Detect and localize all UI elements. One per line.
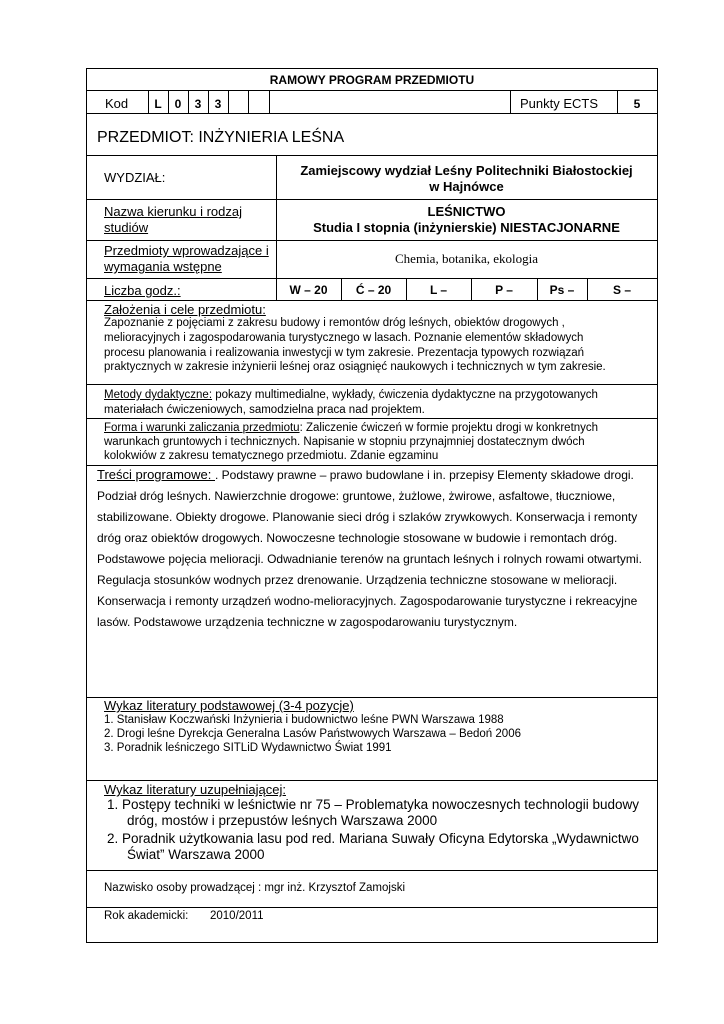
direction-label-line1: Nazwa kierunku i rodzaj [104,204,243,219]
content-line: Podstawowe pojęcia melioracji. Odwadnianie terenów na gruntach leśnych i rolnych rowami otwartymi. [97,552,642,566]
lit-extra-item1-line1: 1. Postępy techniki w leśnictwie nr 75 – Problematyka nowoczesnych technologii budowy [107,797,640,812]
hours-project: P – [495,283,513,297]
document-title: RAMOWY PROGRAM PRZEDMIOTU [269,73,475,87]
rule-lit-basic [87,780,657,781]
rule-hours [87,300,657,301]
assessment-label: Forma i warunki zaliczania przedmiotu [104,422,300,434]
code-label: Kod [105,96,129,111]
assessment-text: : Zaliczenie ćwiczeń w formie projektu drogi w konkretnych [299,422,599,434]
hours-exercises: Ć – 20 [355,283,392,297]
ects-value: 5 [633,97,641,111]
goals-line: praktycznych w zakresie inżynierii leśnej oraz osiągnięć naukowych i technicznych w tym zakresie. [104,361,606,373]
code-char: L [154,97,162,111]
rule-assessment [87,465,657,466]
direction-label-line2: studiów [104,220,149,235]
lit-extra-item1-line2: dróg, mostów i przepustów leśnych Warszawa 2000 [127,813,438,828]
goals-label: Założenia i cele przedmiotu: [104,302,266,317]
hours-ps: Ps – [549,283,575,297]
faculty-name-line1: Zamiejscowy wydział Leśny Politechniki Białostockiej [300,163,633,178]
lit-basic-item: 2. Drogi leśne Dyrekcja Generalna Lasów Państwowych Warszawa – Bedoń 2006 [104,728,521,740]
faculty-name-line2: w Hajnówce [429,179,504,194]
content-line1 [97,467,634,483]
rule-faculty [87,199,657,200]
content-text: . Podstawy prawne – prawo budowlane i in. przepisy Elementy składowe drogi. [215,468,634,482]
assessment-line2: warunkach gruntowych i technicznych. Napisanie w stopniu przynajmniej dostatecznym dwóch [104,436,585,448]
ects-label: Punkty ECTS [520,96,599,111]
rule-goals [87,384,657,385]
content-label: Treści programowe: [97,467,215,482]
assessment-line3: kolokwiów z zakresu tematycznego przedmiotu. Zdanie egzaminu [104,450,439,462]
rule-teacher [87,907,657,908]
hours-lecture: W – 20 [289,283,328,297]
hours-lab: L – [429,283,448,297]
goals-line: Zapoznanie z pojęciami z zakresu budowy i remontów dróg leśnych, obiektów drogowych , [104,317,565,329]
lit-extra-item2-line1: 2. Poradnik użytkowania lasu pod red. Mariana Suwały Oficyna Edytorska „Wydawnictwo [107,831,639,846]
hours-seminar: S – [612,283,631,297]
content-line: Podział dróg leśnych. Nawierzchnie drogowe: gruntowe, żużlowe, żwirowe, asfaltowe, tłuczniowe, [97,489,616,503]
code-char: 0 [174,97,182,111]
faculty-label: WYDZIAŁ: [104,170,166,185]
rule-code [87,113,657,114]
lit-extra-item2-line2: Świat” Warszawa 2000 [127,847,265,862]
lit-extra-label: Wykaz literatury uzupełniającej: [104,782,286,797]
rule-subject [87,155,657,156]
code-divider [228,90,229,113]
rule-direction [87,240,657,241]
direction-value-line2: Studia I stopnia (inżynierskie) NIESTACJONARNE [313,220,620,235]
prereq-label-line2: wymagania wstępne [104,259,222,274]
hours-label: Liczba godz.: [104,283,181,298]
teacher-name: Nazwisko osoby prowadzącej : mgr inż. Krzysztof Zamojski [104,882,406,894]
code-char: 3 [194,97,202,111]
rule-lit-extra [87,870,657,871]
rule-title [87,90,657,91]
academic-year-label: Rok akademicki: [104,910,189,922]
code-divider [269,90,270,113]
goals-line: melioracyjnych i zagospodarowania turystycznego w lasach. Poznanie elementów składowych [104,332,584,344]
content-line: lasów. Podstawowe urządzenia techniczne w zagospodarowaniu turystycznym. [97,615,518,629]
code-divider [510,90,511,113]
assessment-line1 [104,421,598,435]
prereq-value: Chemia, botanika, ekologia [395,251,538,266]
content-line: Konserwacja i remonty urządzeń wodno-melioracyjnych. Zagospodarowanie turystyczne i rekreacyjne [97,594,638,608]
direction-value-line1: LEŚNICTWO [427,204,506,219]
content-line: stabilizowane. Obiekty drogowe. Planowanie sieci dróg i szlaków zrywkowych. Konserwacja i remonty [97,510,638,524]
program-sheet [86,68,658,943]
rule-methods [87,418,657,419]
lit-basic-item: 3. Poradnik leśniczego SITLiD Wydawnictwo Świat 1991 [104,742,392,754]
subject-title: PRZEDMIOT: INŻYNIERIA LEŚNA [97,129,345,146]
academic-year-value: 2010/2011 [210,910,264,922]
content-line: Regulacja stosunków wodnych przez drenowanie. Urządzenia techniczne stosowane w melioracji. [97,573,618,587]
content-line: dróg oraz obiektów drogowych. Nowoczesne technologie stosowane w budowie i remontach dróg. [97,531,618,545]
methods-line2: materiałach ćwiczeniowych, samodzielna praca nad projektem. [104,404,425,416]
goals-line: procesu planowania i realizowania inwestycji w tym zakresie. Prezentacja typowych rozwiązań [104,347,585,359]
code-divider [248,90,249,113]
prereq-label-line1: Przedmioty wprowadzające i [104,243,269,258]
code-char: 3 [214,97,222,111]
methods-line1 [104,388,598,402]
lit-basic-item: 1. Stanisław Koczwański Inżynieria i budownictwo leśne PWN Warszawa 1988 [104,714,504,726]
rule-prereq [87,278,657,279]
methods-text: pokazy multimedialne, wykłady, ćwiczenia dydaktyczne na przygotowanych [212,389,598,401]
lit-basic-label: Wykaz literatury podstawowej (3-4 pozycje) [104,698,354,713]
methods-label: Metody dydaktyczne: [104,389,213,401]
